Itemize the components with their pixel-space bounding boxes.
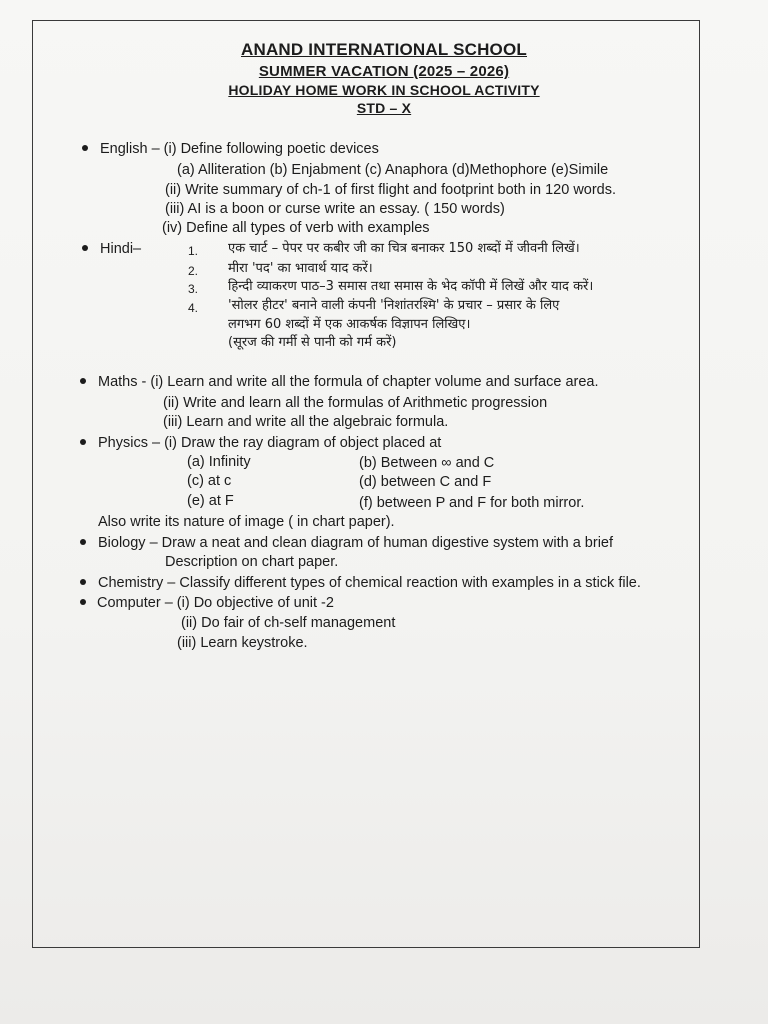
bullet-icon [82,145,88,151]
homework-title: HOLIDAY HOME WORK IN SCHOOL ACTIVITY [228,82,540,98]
physics-d: (d) between C and F [359,474,492,490]
maths-ii: (ii) Write and learn all the formulas of Arithmetic progression [163,395,548,411]
biology-line-1: Biology – Draw a neat and clean diagram of human digestive system with a brief [98,535,614,551]
english-iii: (iii) AI is a boon or curse write an essay. ( 150 words) [165,201,505,217]
computer-ii: (ii) Do fair of ch-self management [181,615,396,631]
hindi-label: Hindi– [100,241,142,257]
standard-label: STD – X [356,100,412,116]
hindi-item-1: एक चार्ट – पेपर पर कबीर जी का चित्र बनाकर 150 शब्दों में जीवनी लिखें। [228,241,580,256]
hindi-item-4-line-2: लगभग 60 शब्दों में एक आकर्षक विज्ञापन लिखिए। [228,317,471,332]
maths-i: Maths - (i) Learn and write all the formula of chapter volume and surface area. [98,374,599,390]
physics-i: Physics – (i) Draw the ray diagram of object placed at [98,435,442,451]
hindi-number: 1. [188,244,199,258]
chemistry-line: Chemistry – Classify different types of chemical reaction with examples in a stick file. [98,575,641,591]
bullet-icon [80,439,86,445]
computer-iii: (iii) Learn keystroke. [177,635,308,651]
english-devices: (a) Alliteration (b) Enjabment (c) Anaphora (d)Methophore (e)Simile [177,162,609,178]
hindi-number: 4. [188,301,199,315]
bullet-icon [80,599,86,605]
vacation-title: SUMMER VACATION (2025 – 2026) [258,63,510,80]
hindi-number: 3. [188,282,199,296]
hindi-item-4: 'सोलर हीटर' बनाने वाली कंपनी 'निशांतरश्मि' के प्रचार – प्रसार के लिए [228,298,560,313]
physics-e: (e) at F [187,493,234,509]
bullet-icon [80,579,86,585]
physics-f: (f) between P and F for both mirror. [359,495,585,511]
hindi-item-2: मीरा 'पद' का भावार्थ याद करें। [228,261,373,276]
hindi-item-3: हिन्दी व्याकरण पाठ–3 समास तथा समास के भेद कॉपी में लिखें और याद करें। [228,279,594,294]
physics-c: (c) at c [187,473,232,489]
bullet-icon [80,539,86,545]
physics-a: (a) Infinity [187,454,251,470]
physics-also: Also write its nature of image ( in chart paper). [98,514,395,530]
physics-b: (b) Between ∞ and C [359,455,495,471]
bullet-icon [80,378,86,384]
english-line-1: English – (i) Define following poetic devices [100,141,379,157]
computer-i: Computer – (i) Do objective of unit -2 [97,595,334,611]
hindi-item-4-line-3: (सूरज की गर्मी से पानी को गर्म करें) [228,335,397,350]
english-ii: (ii) Write summary of ch-1 of first flight and footprint both in 120 words. [165,182,617,198]
biology-line-2: Description on chart paper. [165,554,339,570]
bullet-icon [82,245,88,251]
hindi-number: 2. [188,264,199,278]
maths-iii: (iii) Learn and write all the algebraic formula. [163,414,449,430]
school-name: ANAND INTERNATIONAL SCHOOL [240,40,527,59]
english-iv: (iv) Define all types of verb with examples [162,220,430,236]
